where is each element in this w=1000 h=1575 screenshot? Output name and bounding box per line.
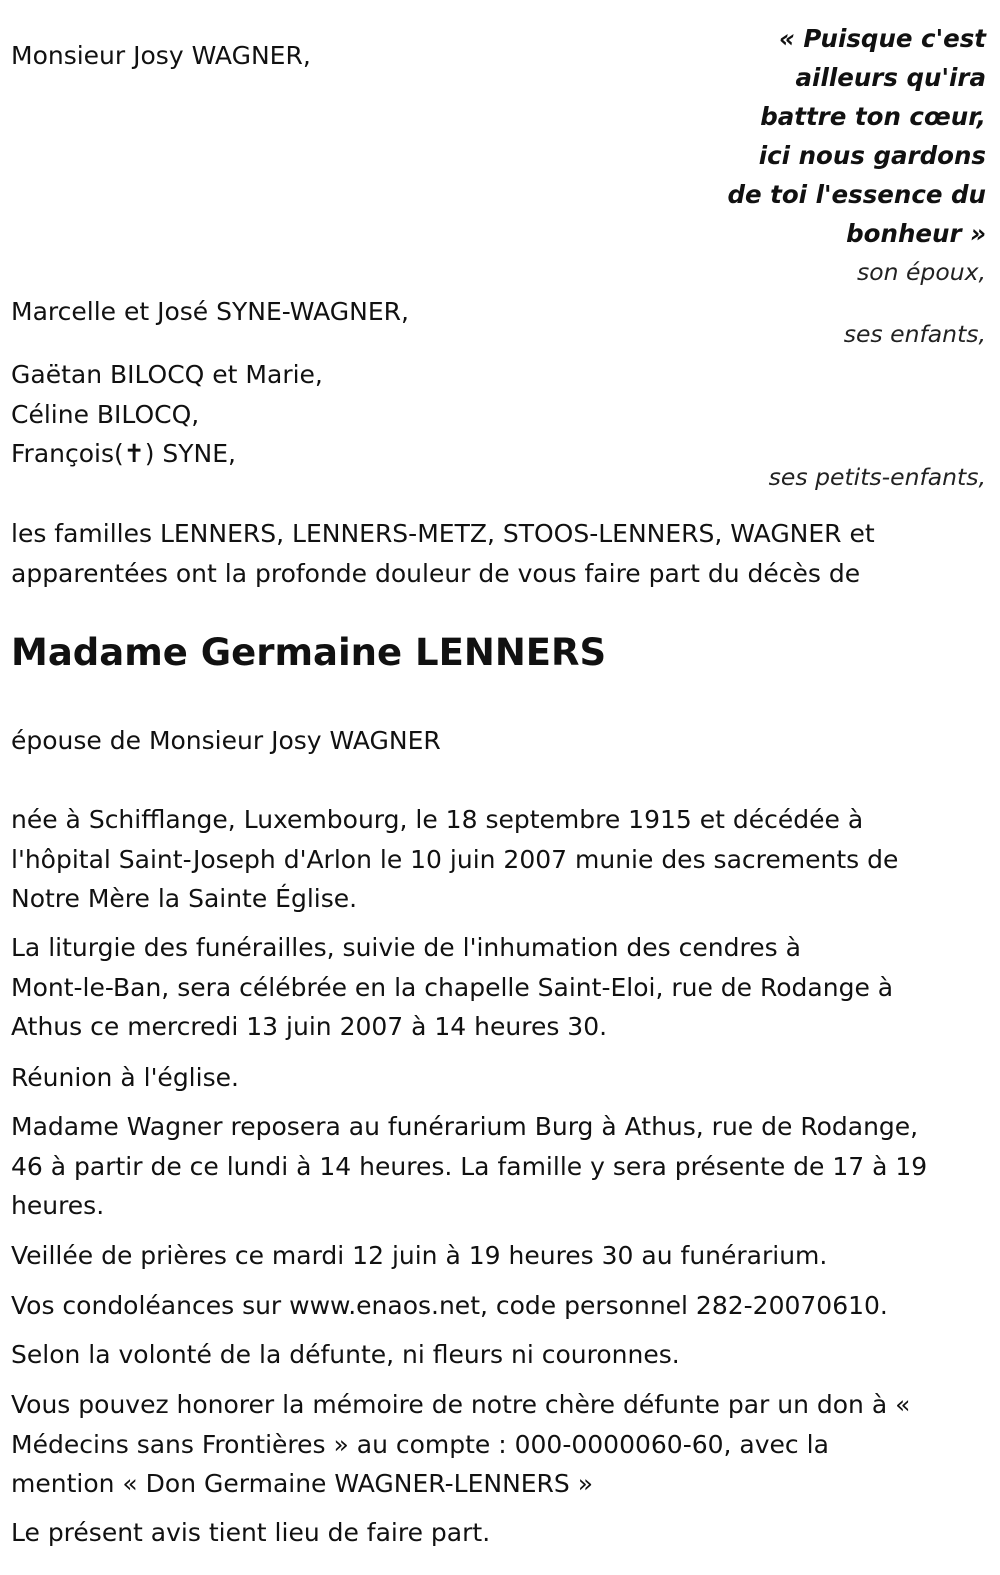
spouse-name-text: Monsieur Josy WAGNER,	[11, 41, 311, 70]
paragraph-line: née à Schifflange, Luxembourg, le 18 septembre 1915 et décédée à	[11, 805, 864, 834]
vigil-text: Veillée de prières ce mardi 12 juin à 19 heures 30 au funérarium.	[11, 1241, 828, 1270]
closing-paragraph	[11, 1513, 971, 1553]
paragraph-line: Médecins sans Frontières » au compte : 000-0000060-60, avec la	[11, 1429, 829, 1459]
children-names-text: Marcelle et José SYNE-WAGNER,	[11, 297, 409, 326]
paragraph-line: 46 à partir de ce lundi à 14 heures. La famille y sera présente de 17 à 19	[11, 1151, 928, 1181]
paragraph-line: heures.	[11, 1191, 105, 1220]
paragraph-line: Mont-le-Ban, sera célébrée en la chapelle Saint-Eloi, rue de Rodange à	[11, 972, 894, 1002]
grandchild-name: François(✝) SYNE,	[11, 439, 236, 468]
no-flowers-paragraph	[11, 1335, 971, 1375]
paragraph-line: La liturgie des funérailles, suivie de l'inhumation des cendres à	[11, 933, 801, 962]
spouse-of-text: épouse de Monsieur Josy WAGNER	[11, 726, 441, 755]
quote-line: de toi l'essence du	[727, 180, 986, 209]
quote-line: ailleurs qu'ira	[795, 63, 986, 92]
epigraph-quote	[686, 19, 986, 253]
liturgy-paragraph	[11, 928, 971, 1047]
funerarium-paragraph	[11, 1107, 971, 1226]
children-relation-text: ses enfants,	[843, 320, 986, 348]
quote-line: « Puisque c'est	[778, 24, 986, 53]
quote-line: ici nous gardons	[758, 141, 986, 170]
grandchildren-names	[11, 355, 971, 474]
condolences-text: Vos condoléances sur www.enaos.net, code personnel 282-20070610.	[11, 1291, 888, 1320]
paragraph-line: Notre Mère la Sainte Église.	[11, 884, 358, 913]
reunion-text: Réunion à l'église.	[11, 1063, 239, 1092]
grandchild-name: Gaëtan BILOCQ et Marie,	[11, 360, 323, 389]
paragraph-line: Athus ce mercredi 13 juin 2007 à 14 heures 30.	[11, 1012, 608, 1041]
vigil-paragraph	[11, 1236, 971, 1276]
no-flowers-text: Selon la volonté de la défunte, ni fleurs ni couronnes.	[11, 1340, 680, 1369]
paragraph-line: l'hôpital Saint-Joseph d'Arlon le 10 juin 2007 munie des sacrements de	[11, 844, 899, 874]
spouse-of	[11, 721, 971, 761]
condolences-paragraph	[11, 1286, 971, 1326]
spouse-relation	[857, 253, 986, 293]
spouse-relation-text: son époux,	[856, 258, 986, 286]
deceased-name: Madame Germaine LENNERS	[11, 631, 607, 674]
paragraph-line: Madame Wagner reposera au funérarium Burg à Athus, rue de Rodange,	[11, 1112, 919, 1141]
grandchildren-relation-text: ses petits-enfants,	[768, 463, 986, 491]
grandchild-name: Céline BILOCQ,	[11, 399, 200, 429]
birth-death-paragraph	[11, 800, 971, 919]
grandchildren-relation	[769, 458, 986, 498]
families-line: les familles LENNERS, LENNERS-METZ, STOOS-LENNERS, WAGNER et	[11, 519, 875, 548]
families-announcement	[11, 514, 971, 593]
quote-line: bonheur »	[846, 219, 986, 248]
paragraph-line: mention « Don Germaine WAGNER-LENNERS »	[11, 1469, 594, 1498]
closing-text: Le présent avis tient lieu de faire part.	[11, 1518, 491, 1547]
donation-paragraph	[11, 1385, 971, 1504]
reunion-paragraph	[11, 1058, 971, 1098]
families-line: apparentées ont la profonde douleur de vous faire part du décès de	[11, 558, 861, 588]
paragraph-line: Vous pouvez honorer la mémoire de notre chère défunte par un don à «	[11, 1390, 911, 1419]
children-names	[11, 292, 971, 332]
children-relation	[844, 315, 986, 355]
quote-line: battre ton cœur,	[760, 102, 986, 131]
